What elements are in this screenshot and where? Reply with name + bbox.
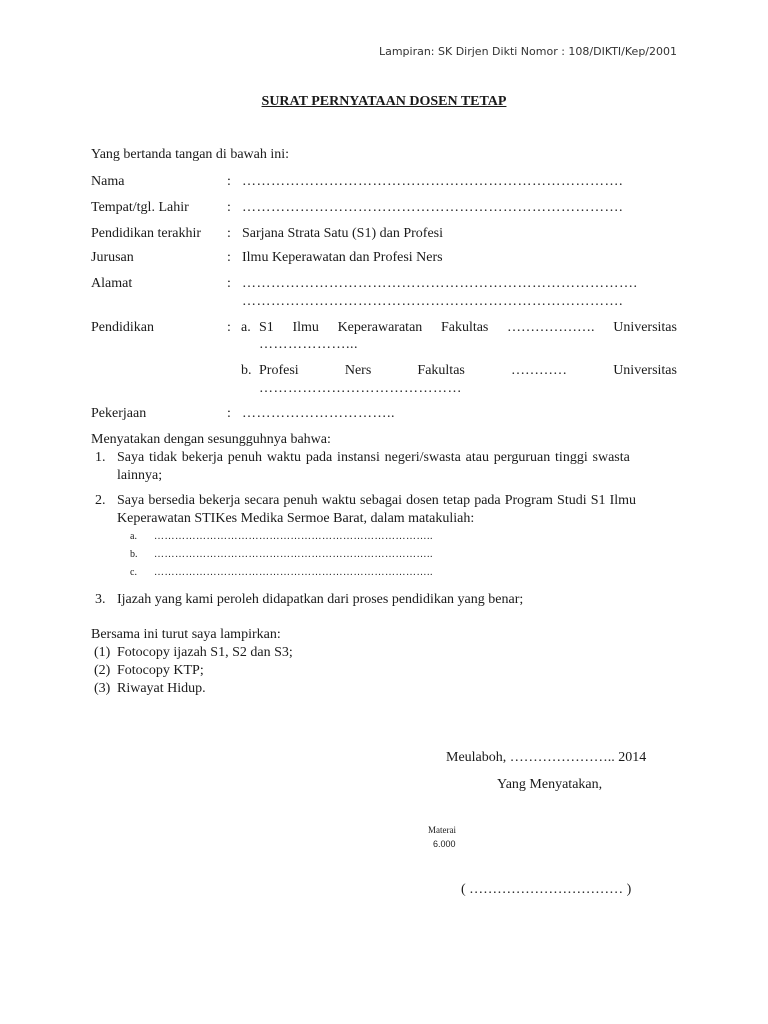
nama-value: ……………………………………………………………………. [242, 174, 623, 189]
pendidikan-a-word: ………………. [507, 320, 595, 335]
pekerjaan-value: ………………………….. [242, 406, 395, 421]
document-title: SURAT PERNYATAAN DOSEN TETAP [261, 94, 507, 109]
jurusan-label: Jurusan [91, 250, 134, 265]
materai-value: 6.000 [433, 839, 456, 849]
pekerjaan-colon: : [227, 406, 231, 421]
pendidikan-b-word: Fakultas [417, 363, 465, 378]
alamat-colon: : [227, 276, 231, 291]
nama-label: Nama [91, 174, 125, 189]
declaration-item1-line2: lainnya; [117, 468, 163, 483]
jurusan-value: Ilmu Keperawatan dan Profesi Ners [242, 250, 443, 265]
signature-place-date: Meulaboh, ………………….. 2014 [446, 750, 647, 765]
pendidikan-label: Pendidikan [91, 320, 154, 335]
pendidikan-a-word: Universitas [613, 320, 677, 335]
pendidikan-b-word: Ners [344, 363, 372, 378]
alamat-line1: ………………………………………………………………………. [242, 276, 638, 291]
pendidikan-a-line [259, 320, 677, 336]
pendidikan-a-word: Fakultas [440, 320, 489, 335]
pendidikan-a-marker: a. [241, 320, 251, 335]
attachment-1-num: (1) [94, 645, 111, 660]
pendidikan-b-marker: b. [241, 363, 252, 378]
declaration-item3-num: 3. [95, 592, 106, 607]
attachments-lead: Bersama ini turut saya lampirkan: [91, 627, 281, 642]
declaration-lead: Menyatakan dengan sesungguhnya bahwa: [91, 432, 331, 447]
declaration-item2-num: 2. [95, 493, 106, 508]
pendidikan-terakhir-colon: : [227, 226, 231, 241]
header-reference: Lampiran: SK Dirjen Dikti Nomor : 108/DIKTI/Kep/2001 [378, 45, 677, 58]
pekerjaan-label: Pekerjaan [91, 406, 147, 421]
declaration-item1-text: Saya tidak bekerja penuh waktu pada instansi negeri/swasta atau perguruan tinggi swasta [117, 450, 630, 465]
attachment-1-text: Fotocopy ijazah S1, S2 dan S3; [117, 645, 293, 660]
declaration-item2-line2: Keperawatan STIKes Medika Sermoe Barat, dalam matakuliah: [117, 511, 475, 526]
signature-role: Yang Menyatakan, [497, 777, 603, 792]
alamat-line2: ……………………………………………………………………. [242, 294, 623, 309]
pendidikan-b-line [259, 363, 677, 379]
subject-b-marker: b. [130, 549, 138, 560]
pendidikan-b-word: Profesi [259, 363, 299, 378]
subject-c-marker: c. [130, 567, 137, 578]
ttl-colon: : [227, 200, 231, 215]
attachment-2-num: (2) [94, 663, 111, 678]
intro-text: Yang bertanda tangan di bawah ini: [91, 147, 290, 162]
ttl-value: ……………………………………………………………………. [242, 200, 623, 215]
pendidikan-colon: : [227, 320, 231, 335]
materai-label: Materai [428, 825, 456, 835]
pendidikan-a-word: Ilmu [292, 320, 319, 335]
alamat-label: Alamat [91, 276, 133, 291]
subject-a-marker: a. [130, 531, 137, 542]
ttl-label: Tempat/tgl. Lahir [91, 200, 189, 215]
nama-colon: : [227, 174, 231, 189]
pendidikan-a-word: Keperawaratan [337, 320, 423, 335]
signature-name: ( …………………………… ) [461, 882, 632, 897]
declaration-item2-line1: Saya bersedia bekerja secara penuh waktu sebagai dosen tetap pada Program Studi S1 Ilmu [117, 493, 637, 508]
subject-c-dots: …………………………………………………………………….. [154, 567, 433, 578]
subject-a-dots: …………………………………………………………………….. [154, 531, 433, 542]
attachment-2-text: Fotocopy KTP; [117, 663, 204, 678]
declaration-item1-line1 [117, 450, 677, 466]
pendidikan-b-word: ………… [511, 363, 568, 378]
attachment-3-num: (3) [94, 681, 111, 696]
pendidikan-b-line2: …………………………………… [259, 381, 462, 396]
pendidikan-a-line2: ………………... [259, 337, 358, 352]
pendidikan-b-word: Universitas [613, 363, 677, 378]
pendidikan-a-word: S1 [259, 320, 274, 335]
pendidikan-terakhir-label: Pendidikan terakhir [91, 226, 202, 241]
declaration-item3-text: Ijazah yang kami peroleh didapatkan dari proses pendidikan yang benar; [117, 592, 524, 607]
jurusan-colon: : [227, 250, 231, 265]
attachment-3-text: Riwayat Hidup. [117, 681, 206, 696]
subject-b-dots: …………………………………………………………………….. [154, 549, 433, 560]
declaration-item1-num: 1. [95, 450, 106, 465]
pendidikan-terakhir-value: Sarjana Strata Satu (S1) dan Profesi [242, 226, 444, 241]
